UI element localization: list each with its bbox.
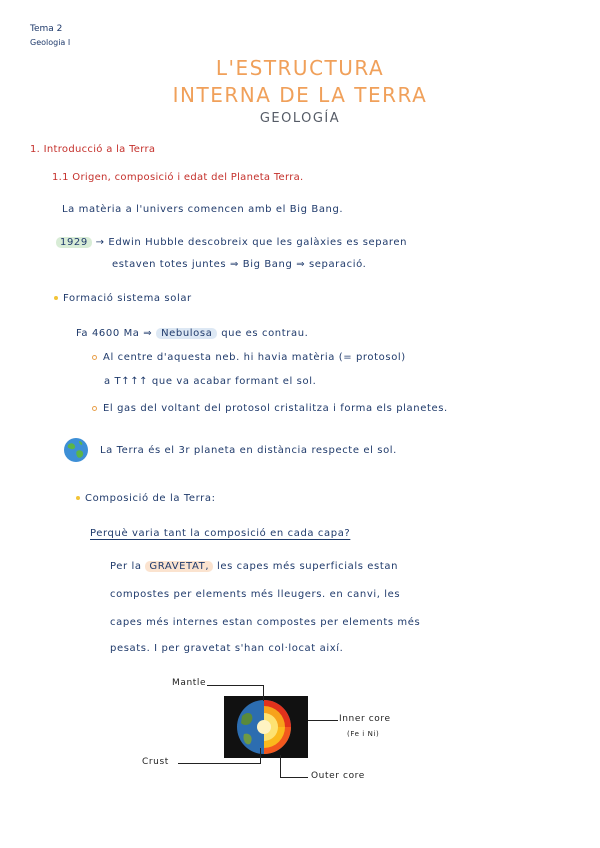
paragraph-hubble <box>56 237 407 248</box>
nebulosa-highlight: Nebulosa <box>156 328 217 339</box>
sub-bullet-dot <box>92 355 97 360</box>
protosol-line2: a T↑↑↑ que va acabar formant el sol. <box>104 376 317 387</box>
section-heading: 1. Introducció a la Terra <box>30 144 156 155</box>
bullet-composicio <box>76 493 216 504</box>
paragraph-big-bang: La matèria a l'univers comencen amb el Big Bang. <box>62 204 344 215</box>
answer-prefix: Per la <box>110 561 142 572</box>
course-label: Tema 2 <box>30 24 63 34</box>
earth-cutaway-illustration <box>224 696 308 758</box>
mantle-pointer-v <box>263 685 264 701</box>
earth-note-text: La Terra és el 3r planeta en distància respecte el sol. <box>100 445 397 456</box>
paragraph-nebulosa <box>76 328 308 339</box>
nebulosa-prefix: Fa 4600 Ma ⇒ <box>76 328 153 339</box>
subsection-heading: 1.1 Origen, composició i edat del Planeta Terra. <box>52 172 304 183</box>
crust-pointer-v <box>260 748 261 764</box>
crust-label: Crust <box>142 757 169 767</box>
sub-bullet-protosol <box>92 352 406 363</box>
bullet-dot <box>76 496 80 500</box>
sub-bullet-planetes <box>92 403 448 414</box>
outer-core-pointer-h <box>280 777 308 778</box>
inner-core-label: Inner core <box>339 714 391 724</box>
hubble-text: → Edwin Hubble descobreix que les galàxies es separen <box>95 237 408 248</box>
question-text: Perquè varia tant la composició en cada capa? <box>90 528 351 539</box>
sub-bullet-dot <box>92 406 97 411</box>
bullet-formacio-label: Formació sistema solar <box>63 293 192 304</box>
earth-layers-image <box>224 696 308 758</box>
protosol-line1: Al centre d'aquesta neb. hi havia matèria (= protosol) <box>103 352 406 363</box>
page-title-line2: INTERNA DE LA TERRA <box>172 83 428 107</box>
bullet-formacio <box>54 293 192 304</box>
nebulosa-suffix: que es contrau. <box>221 328 309 339</box>
mantle-label: Mantle <box>172 678 207 688</box>
outer-core-label: Outer core <box>311 771 365 781</box>
page-title-line1: L'ESTRUCTURA <box>215 56 385 80</box>
inner-core-composition: (Fe i Ni) <box>347 730 380 738</box>
year-highlight: 1929 <box>56 237 92 248</box>
answer-suffix: les capes més superficials estan <box>216 561 399 572</box>
answer-line1 <box>110 561 398 572</box>
mantle-pointer-h <box>207 685 263 686</box>
gravetat-highlight: GRAVETAT, <box>145 561 213 572</box>
answer-line2: compostes per elements més lleugers. en canvi, les <box>110 589 401 600</box>
bullet-dot <box>54 296 58 300</box>
planetes-text: El gas del voltant del protosol cristalitza i forma els planetes. <box>103 403 448 414</box>
inner-core-pointer <box>308 720 338 721</box>
paragraph-hubble-line2: estaven totes juntes ⇒ Big Bang ⇒ separació. <box>112 259 367 270</box>
answer-line3: capes més internes estan compostes per elements més <box>110 617 421 628</box>
answer-line4: pesats. I per gravetat s'han col·locat així. <box>110 643 344 654</box>
earth-globe-icon <box>63 437 89 463</box>
bullet-composicio-label: Composició de la Terra: <box>85 493 216 504</box>
page-subtitle: GEOLOGÍA <box>259 111 341 126</box>
subject-label: Geologia I <box>30 38 71 47</box>
crust-pointer-h <box>178 763 260 764</box>
outer-core-pointer-v <box>280 755 281 777</box>
